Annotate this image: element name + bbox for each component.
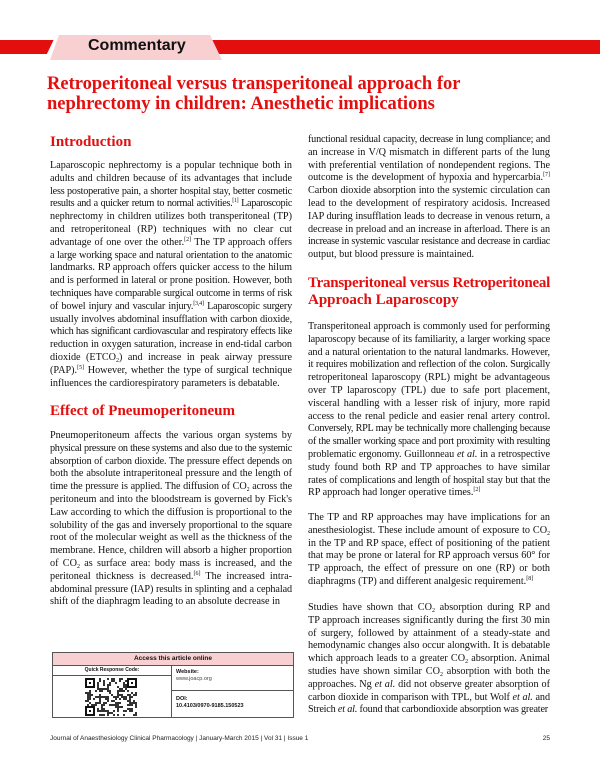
access-article-box — [52, 652, 294, 718]
text-line: approaches. Ng et al. did not observe greater absorption of — [308, 678, 550, 690]
qr-module — [131, 704, 133, 706]
qr-module — [101, 704, 103, 706]
text-line: and retroperitoneal (RP) techniques with no clear cut — [50, 223, 292, 235]
qr-module — [125, 710, 127, 712]
qr-module — [123, 714, 125, 716]
qr-module — [89, 692, 91, 694]
text-line: of bowel injury and vascular injury.[3,4] Laparoscopic surgery — [50, 300, 292, 312]
article-info-cell — [172, 666, 293, 717]
intro-heading: Introduction — [50, 134, 132, 150]
qr-module — [101, 708, 103, 710]
text-line: adults and children because of its advantages that include — [50, 172, 292, 184]
qr-module — [97, 702, 99, 704]
qr-module — [101, 688, 103, 690]
qr-module — [107, 688, 109, 690]
qr-module — [99, 710, 101, 712]
qr-module — [117, 694, 119, 696]
text-line: The TP and RP approaches may have implications for an — [308, 512, 550, 523]
qr-module — [107, 714, 109, 716]
qr-module — [95, 704, 97, 706]
text-line: which has significant cardiovascular and respiratory effects like — [50, 326, 292, 338]
qr-module — [127, 700, 129, 702]
qr-module — [89, 696, 91, 698]
qr-module — [129, 694, 131, 696]
qr-module — [129, 696, 131, 698]
qr-module — [129, 708, 131, 710]
qr-module — [97, 708, 99, 710]
text-line: and is performed in lateral or prone position. However, both — [50, 275, 292, 287]
qr-cell — [53, 666, 172, 717]
text-line: TP approach increases significantly during the first 30 min — [308, 614, 550, 626]
text-line: abdominal pressure (IAP) results in splinting and a cephalad — [50, 583, 292, 595]
text-line: Pneumoperitoneum affects the various organ systems by — [50, 430, 292, 441]
qr-module — [113, 696, 115, 698]
qr-module — [121, 706, 123, 708]
text-line: lead to the development of respiratory acidosis. Increased — [308, 197, 550, 209]
qr-module — [103, 688, 105, 690]
qr-module — [89, 698, 91, 700]
title-line: Retroperitoneal versus transperitoneal approach for — [47, 74, 461, 94]
article-title — [47, 74, 460, 114]
qr-module — [127, 708, 129, 710]
text-line: influences the cardiorespiratory parameters is debatable. — [50, 377, 280, 389]
qr-module — [129, 700, 131, 702]
qr-module — [109, 682, 111, 684]
qr-module — [115, 698, 117, 700]
website-label: Website: — [176, 669, 199, 675]
text-line: which approach leads to a greater $CO_2$ absorption. Animal — [308, 653, 550, 666]
qr-module — [107, 678, 109, 680]
qr-module — [127, 694, 129, 696]
qr-module — [111, 712, 113, 714]
qr-module — [101, 710, 103, 712]
qr-module — [127, 690, 129, 692]
qr-module — [117, 692, 119, 694]
qr-module — [113, 704, 115, 706]
qr-module — [103, 702, 105, 704]
qr-module — [125, 680, 127, 682]
qr-module — [85, 692, 87, 694]
qr-module — [123, 684, 125, 686]
qr-module — [133, 700, 135, 702]
text-line: output, but blood pressure is maintained. — [308, 249, 475, 261]
qr-module — [99, 698, 101, 700]
text-line: Carbon dioxide absorption into the systemic circulation can — [308, 185, 550, 197]
qr-module — [117, 706, 119, 708]
qr-module — [119, 680, 121, 682]
heading-line: Approach Laparoscopy — [308, 292, 459, 308]
text-line: peritoneal thickness is decreased.[6] The increased intra- — [50, 570, 292, 582]
qr-module — [129, 698, 131, 700]
qr-module — [107, 698, 109, 700]
qr-module — [97, 696, 99, 698]
qr-module — [131, 692, 133, 694]
qr-module — [105, 688, 107, 690]
qr-module — [133, 694, 135, 696]
qr-module — [107, 710, 109, 712]
text-line: over TP laparoscopy (TPL) due to safe port placement, — [308, 384, 550, 396]
qr-module — [95, 690, 97, 692]
qr-module — [109, 692, 111, 694]
qr-module — [99, 680, 101, 682]
text-line: both the absolute intraperitoneal pressure and the length of — [50, 468, 292, 480]
qr-module — [115, 704, 117, 706]
qr-module — [119, 698, 121, 700]
qr-module — [107, 684, 109, 686]
text-line: reduction in oxygen saturation, increase in end-tidal carbon — [50, 339, 292, 351]
qr-module — [117, 686, 119, 688]
text-line: advantage of one over the other.[2] The TP approach offers — [50, 236, 293, 248]
qr-module — [115, 706, 117, 708]
text-line: functional residual capacity, decrease in lung compliance; and — [308, 134, 550, 145]
qr-module — [87, 694, 89, 696]
qr-module — [103, 704, 105, 706]
qr-module — [113, 680, 115, 682]
text-line: study found both RP and TP approaches to have similar — [308, 461, 550, 473]
effect-paragraph — [50, 430, 292, 609]
text-line: Transperitoneal approach is commonly used for performing — [308, 321, 550, 332]
qr-module — [103, 708, 105, 710]
text-line: dioxide $(ETCO_2)$ and increase in peak airway pressure — [50, 351, 292, 364]
qr-module — [101, 696, 103, 698]
qr-module — [87, 704, 89, 706]
qr-module — [91, 704, 93, 706]
qr-module — [121, 678, 123, 680]
effect-heading: Effect of Pneumoperitoneum — [50, 403, 235, 419]
qr-module — [135, 702, 137, 704]
qr-module — [135, 712, 137, 714]
qr-module — [103, 680, 105, 682]
qr-module — [109, 684, 111, 686]
qr-module — [93, 698, 95, 700]
qr-module — [113, 678, 115, 680]
qr-module — [119, 706, 121, 708]
qr-module — [135, 694, 137, 696]
text-line: that may be prone or lateral for RP approach versus 60° for — [308, 550, 550, 562]
qr-module — [87, 700, 89, 702]
qr-module — [115, 696, 117, 698]
qr-module — [99, 678, 101, 680]
qr-module — [123, 698, 125, 700]
text-line: (PAP).[5] However, whether the type of surgical technique — [50, 364, 292, 376]
qr-module — [119, 678, 121, 680]
qr-module — [135, 714, 137, 716]
qr-module — [111, 700, 113, 702]
qr-module — [121, 696, 123, 698]
qr-module — [103, 684, 105, 686]
text-line: results and a quicker return to normal activities.[1] Laparoscopic — [50, 198, 293, 210]
heading-line: Transperitoneal versus Retroperitoneal — [308, 275, 550, 291]
qr-module — [105, 710, 107, 712]
text-line: of $CO_2$ as surface area: body mass is increased, and the — [50, 557, 292, 570]
text-line: less postoperative pain, a shorter hospital stay, better cosmetic — [50, 185, 292, 197]
qr-module — [87, 696, 89, 698]
text-line: physical pressure on these systems and also due to the systemic — [50, 442, 292, 454]
qr-module — [101, 706, 103, 708]
qr-module — [135, 706, 137, 708]
qr-module — [111, 704, 113, 706]
text-line: increase in systemic vascular resistance and decrease in cardiac — [308, 236, 550, 248]
text-line: IAP during insufflation leads to decrease in venous return, a — [308, 210, 550, 222]
access-box-heading: Access this article online — [53, 653, 293, 666]
qr-module — [97, 686, 99, 688]
right-paragraph-2 — [308, 321, 550, 500]
qr-module — [101, 690, 103, 692]
text-line: of surgery, followed by attainment of a steady-state and — [308, 627, 550, 639]
qr-label: Quick Response Code: — [53, 666, 171, 676]
qr-module — [117, 704, 119, 706]
text-line: decrease in preload and an increase in afterload. There is an — [308, 223, 550, 235]
text-line: carbon dioxide in comparison with TPL, but Wolf et al. and — [308, 691, 550, 703]
qr-module — [123, 690, 125, 692]
qr-module — [99, 694, 101, 696]
qr-module — [111, 694, 113, 696]
text-line: outcome is the development of hypoxia and hypercarbia.[7] — [308, 172, 550, 184]
qr-module — [133, 714, 135, 716]
qr-module — [89, 694, 91, 696]
qr-module — [127, 704, 129, 706]
qr-module — [91, 694, 93, 696]
qr-module — [131, 702, 133, 704]
qr-module — [99, 696, 101, 698]
qr-module — [103, 696, 105, 698]
qr-module — [105, 696, 107, 698]
qr-module — [117, 702, 119, 704]
qr-module — [113, 710, 115, 712]
qr-module — [111, 680, 113, 682]
text-line: techniques have comparable surgical outcome in terms of risk — [50, 287, 292, 299]
text-line: peritoneum and into the bloodstream is governed by Fick's — [50, 493, 292, 505]
text-line: of the smaller working space and port proximity with resulting — [308, 436, 550, 448]
qr-module — [123, 710, 125, 712]
section-tab-label: Commentary — [88, 37, 186, 54]
text-line: nephrectomy in children utilizes both transperitoneal (TP) — [50, 211, 292, 223]
text-line: access to the renal pedicle and easier renal artery control. — [308, 410, 550, 422]
qr-module — [121, 690, 123, 692]
qr-module — [103, 714, 105, 716]
qr-module — [121, 694, 123, 696]
qr-module — [107, 696, 109, 698]
right-paragraph-1 — [308, 134, 550, 262]
text-line: diaphragms (TP) and different analgesic requirement.[8] — [308, 575, 534, 587]
qr-module — [125, 684, 127, 686]
qr-module — [109, 690, 111, 692]
qr-module — [119, 688, 121, 690]
qr-module — [109, 704, 111, 706]
text-line: Conversely, RPL may be technically more challenging because — [308, 423, 550, 435]
text-line: an increase in V/Q mismatch in different parts of the lung — [308, 146, 550, 158]
qr-module — [107, 700, 109, 702]
doi-label: DOI: — [176, 696, 188, 702]
qr-module — [129, 702, 131, 704]
qr-module — [85, 700, 87, 702]
qr-module — [89, 702, 91, 704]
qr-module — [97, 684, 99, 686]
text-line: Streich et al. found that carbondioxide absorption was greater — [308, 704, 548, 716]
qr-module — [93, 704, 95, 706]
text-line: and a natural orientation to the natural landmarks. However, — [308, 346, 550, 358]
qr-module — [119, 694, 121, 696]
text-line: TP approach, the effect of pressure on one (RP) or both — [308, 563, 550, 575]
qr-module — [113, 700, 115, 702]
qr-module — [105, 702, 107, 704]
qr-module — [123, 686, 125, 688]
text-line: usually involves abdominal insufflation with carbon dioxide, — [50, 313, 292, 325]
text-line: hemodynamic changes also occur alongwith. It is debatable — [308, 640, 550, 652]
qr-module — [107, 712, 109, 714]
qr-module — [125, 698, 127, 700]
text-line: solubility of the gas and inversely proportional to the square — [50, 519, 292, 531]
text-line: Law according to which the diffusion is proportional to the — [50, 506, 292, 518]
right-paragraph-3 — [308, 512, 550, 589]
qr-code-icon — [85, 678, 137, 716]
qr-module — [113, 714, 115, 716]
qr-module — [87, 698, 89, 700]
qr-module — [99, 690, 101, 692]
text-line: Laparoscopic nephrectomy is a popular technique both in — [50, 160, 292, 171]
qr-module — [99, 702, 101, 704]
qr-module — [97, 682, 99, 684]
qr-module — [125, 688, 127, 690]
qr-module — [119, 702, 121, 704]
tp-rp-heading — [308, 275, 550, 309]
qr-module — [107, 690, 109, 692]
qr-module — [97, 710, 99, 712]
text-line: a large working space and natural orientation to the anatomic — [50, 249, 292, 261]
qr-module — [119, 690, 121, 692]
qr-module — [117, 710, 119, 712]
qr-module — [111, 678, 113, 680]
text-line: retroperitoneal laparoscopy (RPL) might be advantageous — [308, 372, 550, 384]
text-line: anesthesiologist. These include amount of exposure to $CO_2$ — [308, 524, 550, 537]
right-paragraph-4 — [308, 602, 550, 717]
qr-module — [125, 696, 127, 698]
text-line: membrane. Hence, children will absorb a higher proportion — [50, 545, 292, 557]
text-line: rates of complications and length of hospital stay but that the — [308, 474, 550, 486]
qr-module — [99, 688, 101, 690]
text-line: problematic ergonomy. Guillonneau et al. in a retrospective — [308, 448, 550, 460]
qr-module — [131, 696, 133, 698]
qr-module — [115, 682, 117, 684]
qr-module — [117, 714, 119, 716]
qr-module — [99, 700, 101, 702]
text-line: visceral handling with a lesser risk of injury, more rapid — [308, 397, 550, 409]
text-line: root of the molecular weight as well as the thickness of the — [50, 532, 292, 544]
text-line: shift of the diaphragm leading to an absolute decrease in — [50, 596, 280, 608]
qr-module — [123, 696, 125, 698]
qr-module — [109, 712, 111, 714]
qr-module — [103, 710, 105, 712]
qr-module — [89, 690, 91, 692]
qr-module — [87, 692, 89, 694]
qr-module — [129, 710, 131, 712]
qr-module — [121, 688, 123, 690]
doi-value[interactable]: 10.4103/0970-9185.150523 — [176, 703, 244, 709]
qr-module — [115, 702, 117, 704]
qr-module — [123, 682, 125, 684]
qr-module — [135, 692, 137, 694]
text-line: laparoscopy because of its familiarity, a larger working space — [308, 333, 550, 345]
text-line: RP approach had longer operative times.[2] — [308, 487, 481, 499]
qr-module — [95, 702, 97, 704]
text-line: landmarks. RP approach offers quicker access to the hilum — [50, 262, 292, 274]
qr-module — [129, 704, 131, 706]
qr-module — [135, 704, 137, 706]
qr-module — [107, 686, 109, 688]
qr-module — [117, 708, 119, 710]
page-footer — [50, 735, 550, 744]
qr-module — [125, 686, 127, 688]
qr-module — [131, 710, 133, 712]
text-line: it requires mobilization and reflection of the colon. Surgically — [308, 359, 550, 371]
text-line: with preferential ventilation of nondependent regions. The — [308, 159, 550, 171]
page-number: 25 — [542, 735, 550, 742]
text-line: in the TP and RP space, effect of positioning of the patient — [308, 537, 550, 549]
intro-paragraph — [50, 160, 292, 390]
text-line: time the pressure is applied. The diffusion of $CO_2$ across the — [50, 481, 293, 494]
text-line: Studies have shown that $CO_2$ absorption during RP and — [308, 602, 550, 614]
qr-module — [117, 696, 119, 698]
qr-module — [99, 714, 101, 716]
text-line: studies have shown similar $CO_2$ absorption with both the — [308, 665, 550, 678]
qr-module — [131, 708, 133, 710]
title-line: nephrectomy in children: Anesthetic implications — [47, 94, 435, 114]
qr-module — [105, 698, 107, 700]
journal-info: Journal of Anaesthesiology Clinical Pharmacology | January-March 2015 | Vol 31 | Issue 1 — [50, 735, 309, 742]
qr-module — [95, 696, 97, 698]
qr-module — [117, 690, 119, 692]
text-line: absorption of carbon dioxide. The pressure effect depends on — [50, 455, 292, 467]
qr-module — [97, 688, 99, 690]
qr-module — [103, 682, 105, 684]
qr-module — [133, 702, 135, 704]
qr-module — [101, 714, 103, 716]
website-link[interactable]: www.joacp.org — [176, 676, 212, 682]
